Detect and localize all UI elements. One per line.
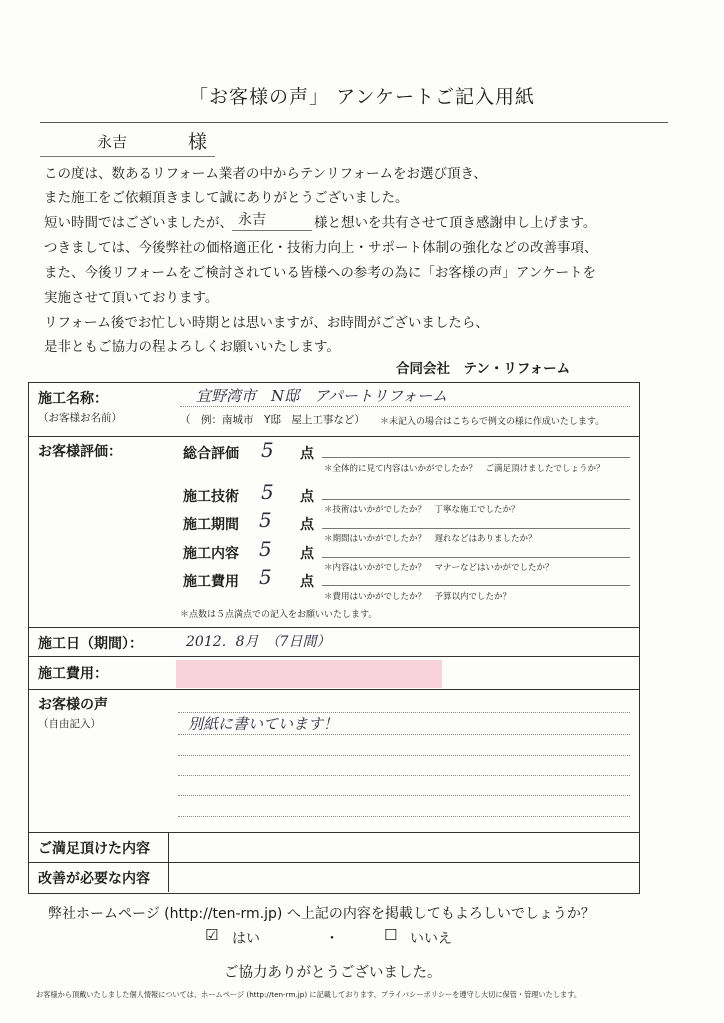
eval-cost-label: 施工費用 [183, 574, 239, 590]
addressee-name: 永吉 [97, 133, 128, 151]
consent-question: 弊社ホームページ (http://ten-rm.jp) へ上記の内容を掲載してもよろしいでしょうか？ [48, 906, 595, 922]
eval-overall-label: 総合評価 [183, 446, 239, 462]
addressee-underline [40, 156, 215, 157]
project-name-field[interactable] [180, 406, 630, 407]
project-name-value[interactable]: 宜野湾市 N邸 アパートリフォーム [196, 387, 448, 405]
evaluation-label: お客様評価： [38, 444, 122, 460]
intro-line-1: この度は、数あるリフォーム業者の中からテンリフォームをお選び頂き、 [44, 166, 487, 182]
project-note: ＊未記入の場合はこちらで例文の様に作成いたします。 [380, 417, 605, 427]
project-sublabel: （お客様お名前） [38, 412, 122, 424]
satisfied-label: ご満足頂けた内容 [38, 841, 150, 857]
eval-technique-hint: ＊技術はいかがでしたか？ 丁寧な施工でしたか？ [324, 505, 520, 515]
eval-overall-hint: ＊全体的に見て内容はいかがでしたか？ ご満足頂けましたでしょうか？ [324, 464, 605, 474]
consent-yes-checkbox[interactable]: ☑ [205, 926, 219, 944]
intro-line-6: 実施させて頂いております。 [44, 290, 219, 306]
date-value[interactable]: 2012．8月 （7日間） [186, 634, 331, 650]
eval-period-hint: ＊期間はいかがでしたか？ 遅れなどはありましたか？ [324, 534, 537, 544]
improve-field[interactable] [170, 864, 636, 890]
eval-footnote: ＊点数は５点満点での記入をお願いいたします。 [180, 610, 378, 620]
consent-yes-label: はい [232, 931, 260, 947]
thanks-message: ご協力ありがとうございました。 [224, 965, 442, 981]
project-example: （ 例：南城市 Y邸 屋上工事など） [180, 414, 365, 426]
privacy-footer: お客様から頂戴いたしました個人情報については、ホームページ (http://ten-rm.jp) に記載しております、プライバシーポリシーを遵守し大切に保管・管理いたします。 [36, 990, 582, 999]
voice-sublabel: （自由記入） [38, 718, 101, 730]
intro-line-5: また、今後リフォームをご検討されている皆様への参考の為に「お客様の声」アンケートを [44, 265, 597, 281]
eval-content-score[interactable]: 5 [259, 537, 272, 561]
date-label: 施工日（期間）： [38, 636, 143, 652]
eval-cost-score[interactable]: 5 [259, 565, 272, 589]
company-name: 合同会社 テン・リフォーム [396, 361, 571, 377]
cost-label: 施工費用： [38, 666, 108, 682]
form-title: 「お客様の声」 アンケートご記入用紙 [189, 86, 535, 108]
intro-customer-name: 永吉 [238, 212, 266, 228]
eval-cost-unit: 点 [300, 574, 314, 590]
consent-separator: ・ [325, 931, 339, 947]
eval-technique-label: 施工技術 [183, 489, 239, 505]
eval-content-unit: 点 [300, 546, 314, 562]
eval-period-score[interactable]: 5 [259, 508, 272, 532]
intro-line-3b: 様と想いを共有させて頂き感謝申し上げます。 [314, 215, 597, 231]
eval-period-unit: 点 [300, 517, 314, 533]
intro-line-3a: 短い時間ではございましたが、 [44, 215, 233, 231]
eval-overall-unit: 点 [300, 446, 314, 462]
intro-line-4: つきましては、今後弊社の価格適正化・技術力向上・サポート体制の強化などの改善事項、 [44, 240, 598, 256]
eval-cost-hint: ＊費用はいかがでしたか？ 予算以内でしたか？ [324, 592, 512, 602]
eval-content-hint: ＊内容はいかがでしたか？ マナーなどはいかがでしたか？ [324, 563, 554, 573]
voice-value[interactable]: 別紙に書いています！ [188, 715, 339, 733]
eval-technique-unit: 点 [300, 489, 314, 505]
voice-label: お客様の声 [38, 697, 108, 713]
consent-no-label: いいえ [410, 931, 452, 947]
eval-period-label: 施工期間 [183, 517, 239, 533]
addressee-honorific: 様 [188, 131, 208, 153]
eval-overall-score[interactable]: 5 [261, 438, 274, 462]
project-label: 施工名称： [38, 391, 108, 407]
improve-label: 改善が必要な内容 [38, 871, 150, 887]
title-rule [40, 122, 668, 123]
intro-line-7: リフォーム後でお忙しい時期とは思いますが、お時間がございましたら、 [44, 315, 489, 331]
eval-technique-score[interactable]: 5 [261, 480, 274, 504]
eval-content-label: 施工内容 [183, 546, 239, 562]
intro-name-underline [232, 230, 312, 231]
cost-redacted-value [176, 660, 442, 688]
intro-line-2: また施工をご依頼頂きまして誠にありがとうございました。 [44, 190, 409, 206]
consent-no-checkbox[interactable]: ☐ [384, 926, 398, 944]
satisfied-field[interactable] [170, 834, 636, 860]
intro-line-8: 是非ともご協力の程よろしくお願いいたします。 [44, 339, 340, 355]
